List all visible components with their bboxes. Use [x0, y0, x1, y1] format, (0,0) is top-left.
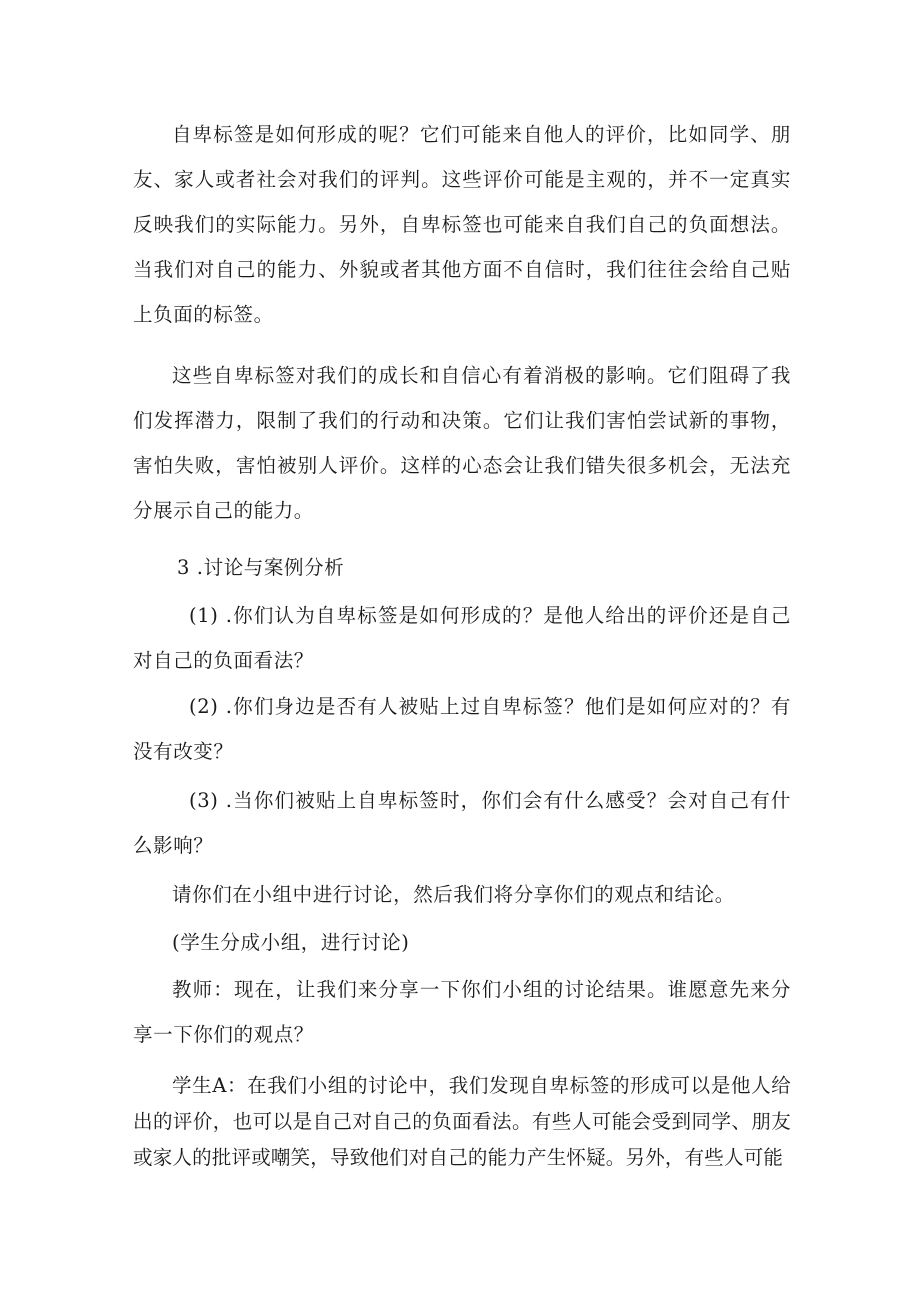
paragraph-instruction: 请你们在小组中进行讨论，然后我们将分享你们的观点和结论。 [172, 883, 735, 906]
question-3: (3) .当你们被贴上自卑标签时，你们会有什么感受？会对自己有什么影响？ [133, 789, 791, 857]
paragraph-student-a: 学生A：在我们小组的讨论中，我们发现自卑标签的形成可以是他人给出的评价，也可以是自己对自己的负面看法。有些人可能会受到同学、朋友或家人的批评或嘲笑，导致他们对自己的能力产生怀疑。另外，有些人可能 [133, 1074, 791, 1169]
paragraph-stage-direction: (学生分成小组，进行讨论) [172, 931, 410, 954]
question-2: (2) .你们身边是否有人被贴上过自卑标签？他们是如何应对的？有没有改变？ [133, 695, 791, 763]
paragraph-label-impact: 这些自卑标签对我们的成长和自信心有着消极的影响。它们阻碍了我们发挥潜力，限制了我们的行动和决策。它们让我们害怕尝试新的事物，害怕失败，害怕被别人评价。这样的心态会让我们错失很多机会，无法充分展示自己的能力。 [133, 364, 791, 522]
paragraph-label-origin: 自卑标签是如何形成的呢？它们可能来自他人的评价，比如同学、朋友、家人或者社会对我们的评判。这些评价可能是主观的，并不一定真实反映我们的实际能力。另外，自卑标签也可能来自我们自己的负面想法。当我们对自己的能力、外貌或者其他方面不自信时，我们往往会给自己贴上负面的标签。 [133, 123, 791, 326]
paragraph-teacher: 教师：现在，让我们来分享一下你们小组的讨论结果。谁愿意先来分享一下你们的观点？ [133, 978, 791, 1046]
question-1: (1) .你们认为自卑标签是如何形成的？是他人给出的评价还是自己对自己的负面看法？ [133, 604, 791, 672]
section-heading-discussion: 3 .讨论与案例分析 [177, 556, 345, 579]
